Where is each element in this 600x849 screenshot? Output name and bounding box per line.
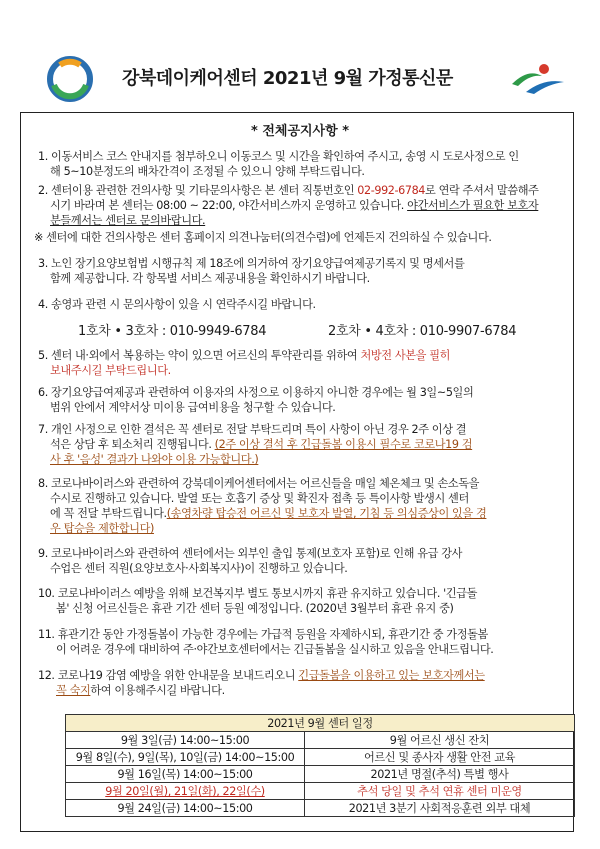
notice-item-5: 5. 센터 내·외에서 복용하는 약이 있으면 어르신의 투약관리를 위하여 처방전 사본을 필히 보내주시길 부탁드립니다. — [38, 349, 451, 377]
vehicle-phones — [78, 320, 517, 339]
notice-item-12: 12. 코로나19 감염 예방을 위한 안내문을 보내드리오니 긴급돌봄을 이용하고 있는 보호자께서는 꼭 숙지하여 이용해주시길 바랍니다. — [38, 669, 485, 697]
notice-item-10: 10. 코로나바이러스 예방을 위해 보건복지부 별도 통보시까지 휴관 유지하고 있습니다. '긴급돌 봄' 신청 어르신들은 휴관 기간 센터 등원 예정입니다. (2020년 3월부터 휴관 유지 중) — [38, 587, 478, 615]
vehicle-phone-2: 2호차 • 4호차 : 010-9907-6784 — [328, 324, 517, 339]
vehicle-phone-1: 1호차 • 3호차 : 010-9949-6784 — [78, 324, 267, 339]
schedule-table — [65, 714, 575, 817]
center-phone-number: 02-992-6784 — [357, 184, 426, 197]
district-emblem-icon — [508, 60, 568, 100]
table-row: 9월 24일(금) 14:00~15:00 2021년 3분기 사회적응훈련 외부 대체 — [66, 800, 575, 817]
notice-item-2: 2. 센터이용 관련한 건의사항 및 기타문의사항은 본 센터 직통번호인 02-992-6784로 연락 주셔서 말씀해주 시기 바라며 본 센터는 08:00 ~ 22:00, 야간서비스까지 운영하고 있습니다. 야간서비스가 필요한 보호자 분들께서는 센터로 문의바랍니다. — [38, 184, 539, 227]
notice-item-9: 9. 코로나바이러스와 관련하여 센터에서는 외부인 출입 통제(보호자 포함)로 인해 유급 강사 수업은 센터 직원(요양보호사·사회복지사)이 진행하고 있습니다. — [38, 547, 463, 575]
page-title: 강북데이케어센터 2021년 9월 가정통신문 — [122, 68, 453, 89]
center-logo-icon — [46, 55, 94, 103]
table-row: 9월 16일(목) 14:00~15:00 2021년 명절(추석) 특별 행사 — [66, 766, 575, 783]
table-row: 9월 8일(수), 9일(목), 10일(금) 14:00~15:00 어르신 및 종사자 생활 안전 교육 — [66, 749, 575, 766]
schedule-title: 2021년 9월 센터 일정 — [66, 715, 575, 732]
notice-item-4: 4. 송영과 관련 시 문의사항이 있을 시 연락주시길 바랍니다. — [38, 298, 316, 311]
notice-item-11: 11. 휴관기간 동안 가정돌봄이 가능한 경우에는 가급적 등원을 자제하시되, 휴관기간 중 가정돌봄 이 어려운 경우에 대비하여 주·야간보호센터에서는 긴급돌봄을 실시하고 있음을 안내드립니다. — [38, 628, 494, 656]
notice-item-6: 6. 장기요양급여제공과 관련하여 이용자의 사정으로 이용하지 아니한 경우에는 월 3일~5일의 범위 안에서 계약서상 미이용 급여비용을 청구할 수 있습니다. — [38, 386, 474, 414]
table-row: 9월 3일(금) 14:00~15:00 9월 어르신 생신 잔치 — [66, 732, 575, 749]
notice-item-3: 3. 노인 장기요양보험법 시행규칙 제 18조에 의거하여 장기요양급여제공기록지 및 명세서를 함께 제공합니다. 각 항목별 서비스 제공내용을 확인하시기 바랍니다. — [38, 257, 465, 285]
notice-item-8: 8. 코로나바이러스와 관련하여 강북데이케어센터에서는 어르신들을 매일 체온체크 및 손소독을 수시로 진행하고 있습니다. 발열 또는 호흡기 증상 및 확진자 접촉 등 특이사항 발생시 센터 에 꼭 전달 부탁드립니다.(송영차량 탑승전 어르신 및 보호자 발열, 기침 등 의심증상이 있을 경 우 탑승을 제한합니다) — [38, 477, 487, 535]
notice-item-1: 1. 이동서비스 코스 안내지를 첨부하오니 이동코스 및 시간을 확인하여 주시고, 송영 시 도로사정으로 인 해 5~10분정도의 배차간격이 조정될 수 있으니 양해 부탁드립니다. — [38, 150, 519, 178]
table-row: 9월 20일(월), 21일(화), 22일(수) 추석 당일 및 추석 연휴 센터 미운영 — [66, 783, 575, 800]
notice-note: ※ 센터에 대한 건의사항은 센터 홈페이지 의견나눔터(의견수렴)에 언제든지 건의하실 수 있습니다. — [34, 231, 492, 244]
notice-item-7: 7. 개인 사정으로 인한 결석은 꼭 센터로 전달 부탁드리며 특이 사항이 아닌 경우 2주 이상 결 석은 상담 후 퇴소처리 진행됩니다. (2주 이상 결석 후 긴급돌봄 이용시 필수로 코로나19 검 사 후 '음성' 결과가 나와야 이용 가능합니다.) — [38, 423, 473, 466]
notice-heading: * 전체공지사항 * — [251, 124, 349, 139]
